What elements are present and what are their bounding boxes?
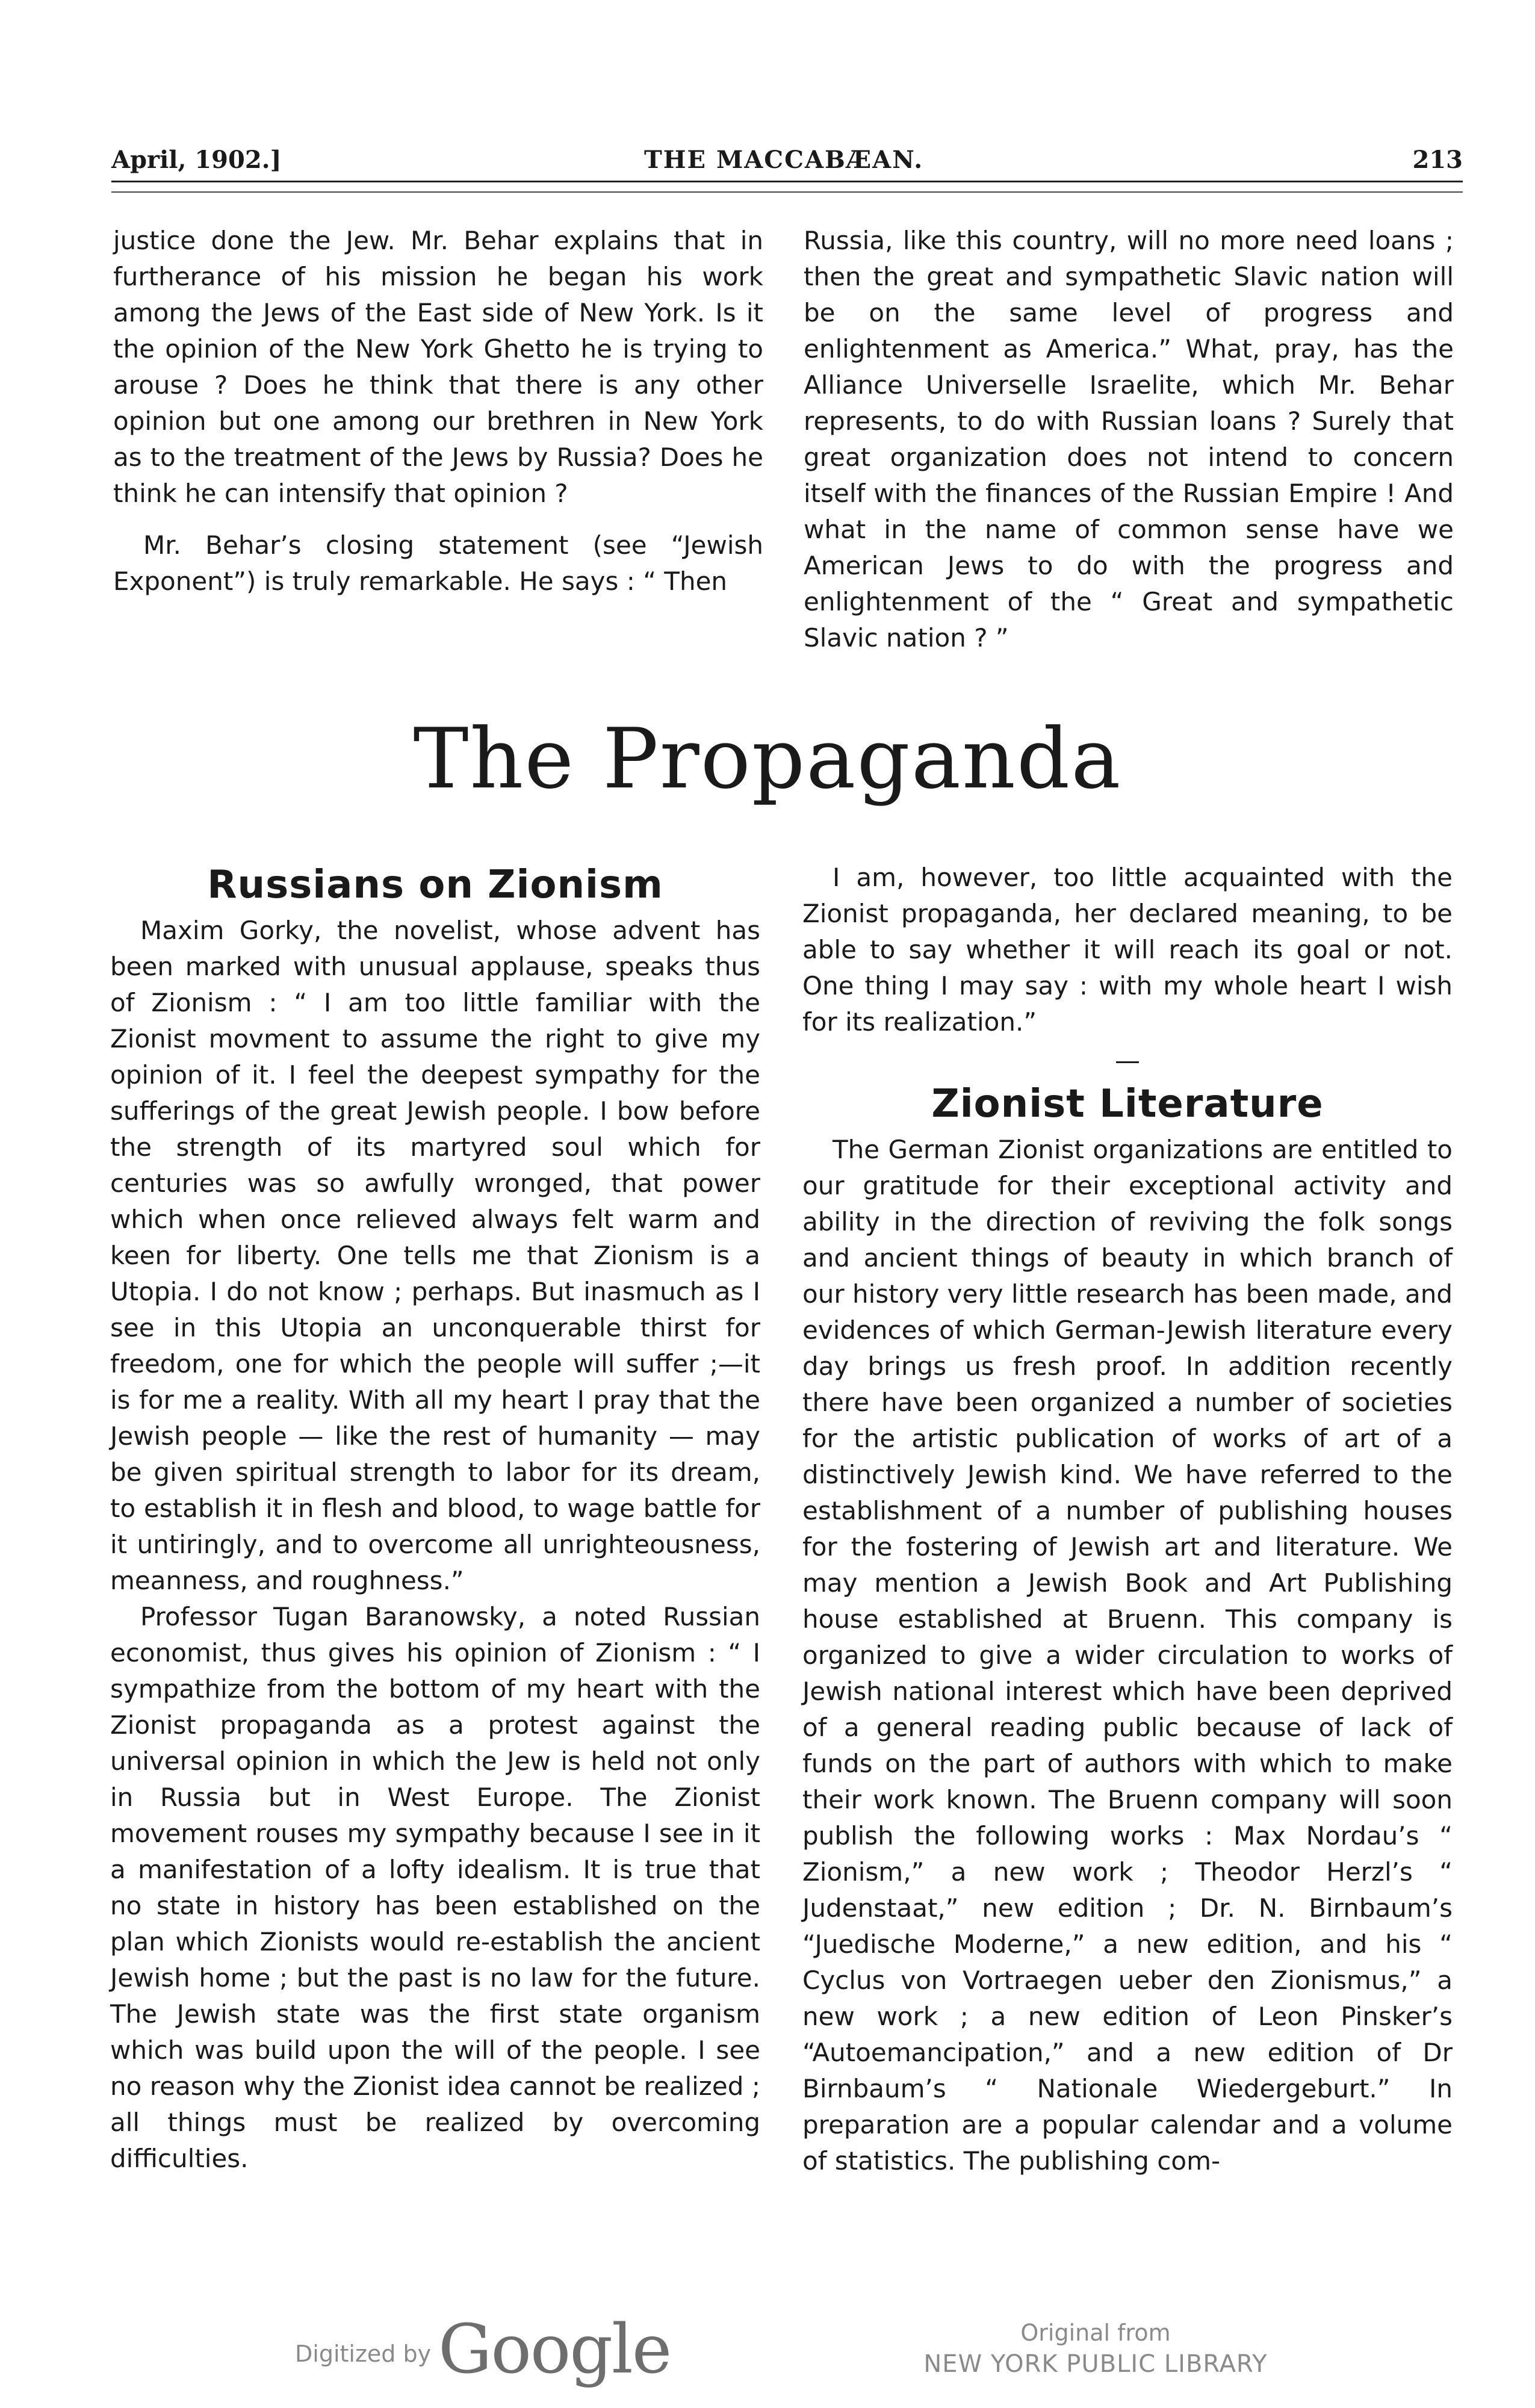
body-paragraph: Russia, like this country, will no more need loans ; then the great and sympathetic Slavic nation will be on the same level of progress and enlightenment as America.” What, pray, has the Alliance Universelle Israelite, which Mr. Behar represents, to do with Russian loans ? Surely that great organization does not intend to concern itself with the finances of the Russian Empire ! And what in the name of common sense have we American Jews to do with the progress and enlightenment of the “ Great and sympathetic Slavic nation ? ” [804, 226, 1454, 653]
article-heading: Russians on Zionism [207, 863, 663, 907]
top-right-column [804, 223, 1454, 656]
right-column [802, 860, 1453, 2179]
digitized-by-watermark [295, 2310, 777, 2389]
body-paragraph: The German Zionist organizations are entitled to our gratitude for their exceptional activity and ability in the direction of reviving the folk songs and ancient things of beauty in which branch of our history very little research has been made, and evidences of which German-Jewish literature every day brings us fresh proof. In addition recently there have been organized a number of societies for the artistic publication of works of art of a distinctively Jewish kind. We have referred to the establishment of a number of publishing houses for the fostering of Jewish art and literature. We may mention a Jewish Book and Art Publishing house established at Bruenn. This company is organized to give a wider circulation to works of Jewish national interest which have been deprived of a general reading public because of lack of funds on the part of authors with which to make their work known. The Bruenn company will soon publish the following works : Max Nordau’s “ Zionism,” a new work ; Theodor Herzl’s “ Judenstaat,” new edition ; Dr. N. Birnbaum’s “Juedische Moderne,” a new edition, and his “ Cyclus von Vortraegen ueber den Zionismus,” a new work ; a new edition of Leon Pinsker’s “Autoemancipation,” and a new edition of Dr Birnbaum’s “ Nationale Wiedergeburt.” In preparation are a popular calendar and a volume of statistics. The publishing com- [802, 1135, 1453, 2176]
issue-date: April, 1902.] [111, 146, 282, 174]
header-rule-secondary [111, 191, 1463, 193]
original-from-label: Original from [1020, 2320, 1171, 2346]
digitized-by-label: Digitized by [295, 2341, 432, 2367]
body-paragraph: Mr. Behar’s closing statement (see “Jewish Exponent”) is truly remarkable. He says : “ Then [113, 530, 763, 596]
body-paragraph: Professor Tugan Baranowsky, a noted Russian economist, thus gives his opinion of Zionism : “ I sympathize from the bottom of my heart with the Zionist propaganda as a protest against the universal opinion in which the Jew is held not only in Russia but in West Europe. The Zionist movement rouses my sympathy because I see in it a manifestation of a lofty idealism. It is true that no state in history has been established on the plan which Zionists would re-establish the ancient Jewish home ; but the past is no law for the future. The Jewish state was the first state organism which was build upon the will of the people. I see no reason why the Zionist idea cannot be realized ; all things must be realized by overcoming difficulties. [110, 1602, 760, 2173]
running-head [111, 137, 1463, 179]
body-paragraph: Maxim Gorky, the novelist, whose advent has been marked with unusual applause, speaks thus of Zionism : “ I am too little familiar with the Zionist movment to assume the right to give my opinion of it. I feel the deepest sympathy for the sufferings of the great Jewish people. I bow before the strength of its martyred soul which for centuries was so awfully wronged, that power which when once relieved always felt warm and keen for liberty. One tells me that Zionism is a Utopia. I do not know ; perhaps. But inasmuch as I see in this Utopia an unconquerable thirst for freedom, one for which the people will suffer ;—it is for me a reality. With all my heart I pray that the Jewish people — like the rest of humanity — may be given spiritual strength to labor for its dream, to establish it in flesh and blood, to wage battle for it untiringly, and to overcome all unrighteousness, meanness, and roughness.” [110, 916, 760, 1595]
source-attribution [885, 2318, 1306, 2380]
library-name: NEW YORK PUBLIC LIBRARY [923, 2350, 1268, 2378]
section-separator: — [1115, 1046, 1140, 1075]
article-heading: Zionist Literature [931, 1082, 1324, 1126]
section-title: The Propaganda [413, 710, 1122, 807]
journal-title: THE MACCABÆAN. [644, 146, 924, 174]
top-left-column [113, 223, 763, 600]
page-number: 213 [1412, 146, 1463, 174]
body-paragraph-continuation: I am, however, too little acquainted with the Zionist propaganda, her declared meaning, to be able to say whether it will reach its goal or not. One thing I may say : with my whole heart I wish for its realization.” [802, 863, 1453, 1037]
header-rule [111, 181, 1463, 182]
russians-on-zionism-column [110, 860, 760, 2177]
body-paragraph: justice done the Jew. Mr. Behar explains that in furtherance of his mission he began his work among the Jews of the East side of New York. Is it the opinion of the New York Ghetto he is trying to arouse ? Does he think that there is any other opinion but one among our brethren in New York as to the treatment of the Jews by Russia? Does he think he can intensify that opinion ? [113, 226, 763, 508]
google-logo: Google [438, 2310, 671, 2389]
